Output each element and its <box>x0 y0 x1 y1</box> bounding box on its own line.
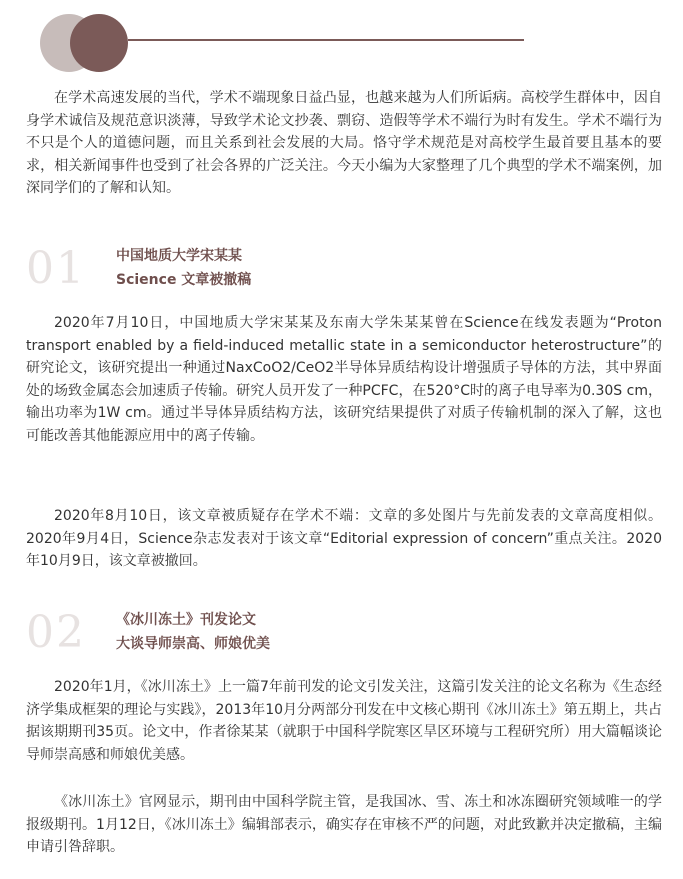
section-01-paragraph-2: 2020年8月10日，该文章被质疑存在学术不端：文章的多处图片与先前发表的文章高度相似。2020年9月4日，Science杂志发表对于该文章“Editorial expression of concern”重点关注。2020年10月9日，该文章被撤回。 <box>26 508 662 570</box>
header-divider-line <box>128 39 524 41</box>
decor-circle-dark <box>70 14 128 72</box>
section-02-paragraph-1: 2020年1月，《冰川冻土》上一篇7年前刊发的论文引发关注，这篇引发关注的论文名称为《生态经济学集成框架的理论与实践》，2013年10月分两部分刊发在中文核心期刊《冰川冻土》第五期上，共占据该期期刊35页。论文中，作者徐某某（就职于中国科学院寒区旱区环境与工程研究所）用大篇幅谈论导师崇高感和师娘优美感。 <box>26 679 662 763</box>
section-number: 01 <box>26 243 86 294</box>
section-title: 《冰川冻土》刊发论文 <box>116 612 256 628</box>
section-number: 02 <box>26 607 86 658</box>
section-header-01 <box>26 244 662 300</box>
section-title: 中国地质大学宋某某 <box>116 248 242 264</box>
section-02-paragraph-2: 《冰川冻土》官网显示，期刊由中国科学院主管，是我国冰、雪、冻土和冰冻圈研究领域唯一的学报级期刊。1月12日，《冰川冻土》编辑部表示，确实存在审核不严的问题，对此致歉并决定撤稿，主编申请引咎辞职。 <box>26 794 662 856</box>
section-01-paragraph-1: 2020年7月10日，中国地质大学宋某某及东南大学朱某某曾在Science在线发表题为“Proton transport enabled by a field-induced metallic state in a semiconductor heterostructure”的研究论文，该研究提出一种通过NaxCoO2/CeO2半导体异质结构设计增强质子导体的方法，其中界面处的场致金属态会加速质子传输。研究人员开发了一种PCFC，在520°C时的离子电导率为0.30S cm，输出功率为1W cm。通过半导体异质结构方法，该研究结果提供了对质子传输机制的深入了解，这也可能改善其他能源应用中的离子传输。 <box>26 315 662 444</box>
section-subtitle: 大谈导师崇高、师娘优美 <box>116 636 270 652</box>
section-header-02 <box>26 608 662 664</box>
section-subtitle: Science 文章被撤稿 <box>116 272 252 288</box>
header-decoration <box>0 0 683 80</box>
intro-paragraph: 在学术高速发展的当代，学术不端现象日益凸显，也越来越为人们所诟病。高校学生群体中，因自身学术诚信及规范意识淡薄，导致学术论文抄袭、剽窃、造假等学术不端行为时有发生。学术不端行为不只是个人的道德问题，而且关系到社会发展的大局。恪守学术规范是对高校学生最首要且基本的要求，相关新闻事件也受到了社会各界的广泛关注。今天小编为大家整理了几个典型的学术不端案例，加深同学们的了解和认知。 <box>26 90 662 197</box>
